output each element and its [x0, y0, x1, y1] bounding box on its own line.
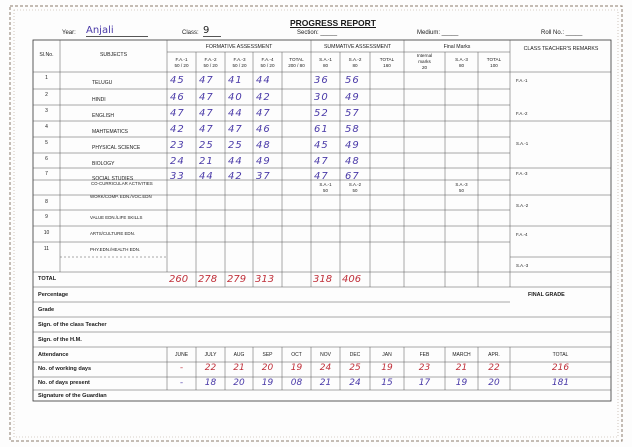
mark-sa2: 48 — [345, 156, 360, 167]
mark-sa1: 52 — [314, 108, 329, 119]
days-present-value: 24 — [349, 378, 361, 388]
col-fa-2: F.A.-2 50 / 20 — [203, 57, 218, 68]
mark-sa1: 30 — [314, 92, 329, 103]
mark-fa3: 25 — [228, 140, 243, 151]
days-present-label: No. of days present — [38, 380, 90, 386]
working-days-value: 23 — [418, 363, 431, 373]
mark-fa3: 47 — [228, 124, 243, 135]
total-sa1: 318 — [313, 274, 333, 285]
summary-row-label: Sign. of the H.M. — [38, 337, 82, 343]
working-days-value: 24 — [319, 363, 332, 373]
mark-fa4: 37 — [256, 171, 271, 182]
total-fa4: 313 — [255, 274, 275, 285]
month-header: FEB — [419, 352, 430, 358]
days-present-value: 18 — [204, 378, 217, 388]
days-present-value: 15 — [381, 378, 393, 388]
col-sa-2: S.A.-2 80 — [348, 57, 362, 68]
subject-name: BIOLOGY — [92, 161, 115, 167]
col-fm-3: TOTAL 100 — [486, 57, 502, 68]
mark-sa2: 49 — [345, 140, 360, 151]
guardian-signature-label: Signature of the Guardian — [38, 393, 107, 399]
cocurricular-title: CO-CURRICULAR ACTIVITIES — [91, 181, 153, 186]
section-label: Section: _____ — [297, 30, 338, 36]
working-days-value: 19 — [381, 363, 393, 373]
month-header: NOV — [320, 352, 331, 358]
mark-fa4: 46 — [256, 124, 271, 135]
col-sa-1: S.A.-1 80 — [319, 57, 332, 68]
page-title: PROGRESS REPORT — [290, 18, 376, 28]
col-fa-5: TOTAL 200 / 80 — [288, 57, 305, 68]
month-header: SEP — [262, 352, 273, 358]
mark-sa1: 47 — [314, 156, 329, 167]
days-present-value: 19 — [261, 378, 274, 388]
days-present-value: 17 — [418, 378, 431, 388]
mark-sa1: 45 — [314, 140, 329, 151]
medium-label: Medium: _____ — [417, 30, 459, 36]
subject-name: ENGLISH — [92, 113, 114, 119]
activity-no: 11 — [43, 246, 50, 252]
activity-name: VALUE EDN./LIFE SKILLS — [90, 215, 143, 220]
subject-name: PHYSICAL SCIENCE — [92, 145, 141, 151]
subject-no: 5 — [45, 140, 48, 146]
cocurricular-sa3: S.A.-3 50 — [455, 182, 468, 193]
working-days-value: 22 — [204, 363, 217, 373]
mark-fa1: 47 — [170, 108, 185, 119]
mark-sa1: 36 — [314, 75, 329, 86]
activity-name: WORK/COMP. EDN./VOC.EDN — [90, 194, 152, 199]
class-value: 9 — [203, 25, 221, 37]
cocurricular-sa2: S.A.-2 50 — [348, 182, 362, 193]
mark-fa2: 25 — [199, 140, 214, 151]
mark-fa3: 42 — [228, 171, 243, 182]
subject-name: TELUGU — [92, 80, 113, 86]
mark-fa2: 47 — [199, 124, 214, 135]
subject-no: 4 — [45, 124, 48, 130]
mark-fa1: 46 — [170, 92, 185, 103]
total-fa3: 279 — [227, 274, 247, 285]
total-sa2: 406 — [342, 274, 362, 285]
days-present-value: 20 — [488, 378, 500, 388]
year-value: Anjali — [86, 25, 148, 37]
subject-no: 6 — [45, 156, 48, 162]
mark-fa2: 44 — [199, 171, 214, 182]
mark-fa1: 24 — [170, 156, 185, 167]
month-header: JULY — [204, 352, 217, 358]
mark-sa2: 49 — [345, 92, 360, 103]
month-header: TOTAL — [552, 352, 569, 358]
working-days-value: 21 — [455, 363, 468, 373]
subject-name: MAHTEMATICS — [92, 129, 129, 135]
subject-name: HINDI — [92, 97, 106, 103]
days-present-value: 20 — [233, 378, 245, 388]
mark-fa2: 21 — [199, 156, 214, 167]
month-header: JUNE — [174, 352, 189, 358]
month-header: DEC — [349, 352, 361, 358]
class-label: Class: — [182, 30, 199, 36]
activity-name: PHY.EDN./HEALTH EDN. — [90, 247, 141, 252]
col-fa-1: F.A.-1 50 / 20 — [174, 57, 189, 68]
month-header: AUG — [233, 352, 245, 358]
activity-no: 8 — [45, 199, 48, 205]
mark-fa1: 23 — [170, 140, 185, 151]
col-sa-3: TOTAL 160 — [379, 57, 395, 68]
days-present-value: 19 — [455, 378, 468, 388]
subject-no: 3 — [45, 108, 48, 114]
col-fa-4: F.A.-4 50 / 20 — [260, 57, 275, 68]
col-final: Final Marks — [443, 44, 471, 50]
mark-fa4: 49 — [256, 156, 271, 167]
mark-fa3: 41 — [228, 75, 243, 86]
col-teacher-remarks: CLASS TEACHER'S REMARKS — [523, 46, 599, 52]
days-present-value: 21 — [319, 378, 332, 388]
col-subjects: SUBJECTS — [99, 52, 128, 58]
remark-label: S.A.-2 — [516, 203, 529, 208]
days-present-value: - — [179, 378, 184, 388]
days-present-value: 08 — [290, 378, 303, 388]
col-fm-2: S.A.-3 80 — [455, 57, 468, 68]
mark-sa1: 61 — [314, 124, 329, 135]
final-grade-label: FINAL GRADE — [528, 292, 565, 298]
mark-sa1: 47 — [314, 171, 329, 182]
remark-label: F.A.-4 — [516, 232, 528, 237]
working-days-value: 25 — [349, 363, 361, 373]
activity-no: 9 — [45, 214, 48, 220]
mark-fa1: 33 — [170, 171, 185, 182]
summary-row-label: Sign. of the class Teacher — [38, 322, 107, 328]
mark-fa3: 40 — [228, 92, 243, 103]
col-summative: SUMMATIVE ASSESSMENT — [323, 44, 392, 50]
remark-label: F.A.-1 — [516, 78, 528, 83]
mark-fa3: 44 — [228, 108, 243, 119]
mark-sa2: 58 — [345, 124, 360, 135]
total-fa2: 278 — [198, 274, 218, 285]
mark-fa2: 47 — [199, 75, 214, 86]
month-header: MARCH — [452, 352, 471, 358]
working-days-label: No. of working days — [38, 366, 92, 372]
subject-name: SOCIAL STUDIES — [92, 176, 134, 182]
attendance-label: Attendance — [38, 352, 69, 358]
subject-no: 7 — [45, 171, 48, 177]
subject-no: 2 — [45, 92, 48, 98]
mark-fa4: 42 — [256, 92, 271, 103]
mark-fa4: 44 — [256, 75, 271, 86]
total-fa1: 260 — [169, 274, 189, 285]
mark-fa4: 48 — [256, 140, 271, 151]
mark-sa2: 67 — [345, 171, 360, 182]
working-days-value: - — [179, 363, 184, 373]
summary-row-label: Grade — [38, 307, 55, 313]
col-fm-1: Internal marks 20 — [416, 53, 433, 70]
activity-no: 10 — [43, 230, 50, 236]
col-slno: Sl.No. — [39, 52, 54, 58]
mark-fa3: 44 — [228, 156, 243, 167]
mark-fa4: 47 — [256, 108, 271, 119]
mark-sa2: 56 — [345, 75, 360, 86]
remark-label: F.A.-3 — [516, 171, 528, 176]
mark-fa1: 42 — [170, 124, 185, 135]
subject-no: 1 — [45, 75, 48, 81]
total-label: TOTAL — [38, 276, 57, 282]
days-present-value: 181 — [551, 378, 570, 388]
activity-name: ARTS/CULTURE EDN. — [90, 231, 135, 236]
remark-label: F.A.-2 — [516, 111, 528, 116]
mark-fa2: 47 — [199, 108, 214, 119]
working-days-value: 20 — [261, 363, 274, 373]
month-header: OCT — [291, 352, 302, 358]
cocurricular-sa1: S.A.-1 50 — [319, 182, 332, 193]
remark-label: S.A.-1 — [516, 141, 529, 146]
col-fa-3: F.A.-3 50 / 20 — [232, 57, 247, 68]
mark-fa2: 47 — [199, 92, 214, 103]
mark-fa1: 45 — [170, 75, 185, 86]
working-days-value: 216 — [551, 363, 570, 373]
month-header: APR. — [488, 352, 500, 358]
summary-row-label: Percentage — [38, 292, 69, 298]
mark-sa2: 57 — [345, 108, 360, 119]
working-days-value: 22 — [488, 363, 500, 373]
working-days-value: 21 — [233, 363, 245, 373]
year-label: Year: — [62, 30, 76, 36]
remark-label: S.A.-3 — [516, 263, 529, 268]
roll-label: Roll No.: _____ — [541, 30, 583, 36]
month-header: JAN — [382, 352, 392, 358]
col-formative: FORMATIVE ASSESSMENT — [205, 44, 273, 50]
working-days-value: 19 — [290, 363, 303, 373]
